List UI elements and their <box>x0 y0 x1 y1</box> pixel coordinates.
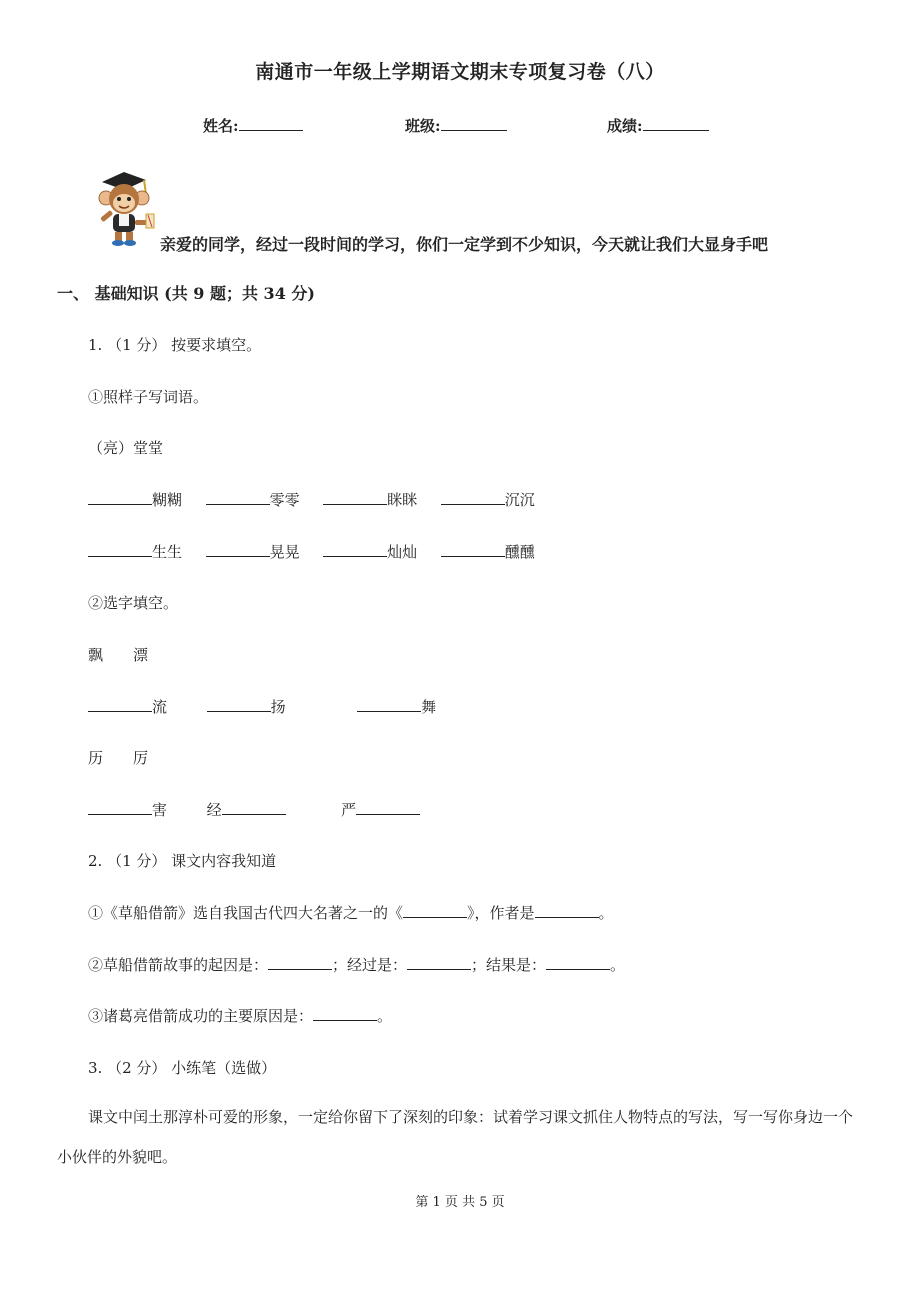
q2-text: 。 <box>377 1007 393 1025</box>
answer-blank[interactable] <box>268 954 332 970</box>
q3-body-paragraph: 课文中闰土那淳朴可爱的形象，一定给你留下了深刻的印象：试着学习课文抓住人物特点的写法，写一写你身边一个小伙伴的外貌吧。 <box>57 1108 854 1166</box>
question-2-heading: 2. （1 分） 课文内容我知道 <box>88 852 277 870</box>
answer-blank[interactable] <box>535 902 599 918</box>
score-blank[interactable] <box>643 115 709 131</box>
word-suffix: 舞 <box>421 698 437 716</box>
answer-blank[interactable] <box>356 799 420 815</box>
monkey-scholar-icon <box>88 168 158 248</box>
class-blank[interactable] <box>441 115 507 131</box>
word-suffix: 零零 <box>269 491 300 509</box>
q2-line-2 <box>88 954 625 975</box>
answer-blank[interactable] <box>88 489 152 505</box>
q2-text: 。 <box>610 956 626 974</box>
word-suffix: 生生 <box>152 543 183 561</box>
greeting-text: 亲爱的同学，经过一段时间的学习，你们一定学到不少知识，今天就让我们大显身手吧 <box>160 235 769 254</box>
q2-text: ；结果是： <box>471 956 547 974</box>
q1-word-row-1 <box>88 489 535 510</box>
q1-part1-instruction: ①照样子写词语。 <box>88 388 209 406</box>
q2-text: 》，作者是 <box>467 904 535 922</box>
q2-line-1 <box>88 902 614 923</box>
q1-char-pair-1 <box>88 644 148 665</box>
answer-blank[interactable] <box>222 799 286 815</box>
q2-text: 。 <box>598 904 614 922</box>
char-option: 厉 <box>133 749 149 767</box>
answer-blank[interactable] <box>88 799 152 815</box>
page-footer: 第 1 页 共 5 页 <box>415 1195 505 1210</box>
class-field <box>405 115 507 136</box>
q2-text: ；经过是： <box>332 956 408 974</box>
char-option: 飘 <box>88 646 104 664</box>
answer-blank[interactable] <box>206 541 270 557</box>
name-field <box>203 115 303 136</box>
answer-blank[interactable] <box>357 696 421 712</box>
q1-word-row-2 <box>88 541 535 562</box>
word-suffix: 流 <box>152 698 168 716</box>
word-suffix: 扬 <box>270 698 286 716</box>
section-heading: 一、 基础知识 (共 9 题；共 34 分) <box>57 284 315 303</box>
answer-blank[interactable] <box>323 541 387 557</box>
char-option: 历 <box>88 749 104 767</box>
q1-example: （亮）堂堂 <box>88 439 164 457</box>
answer-blank[interactable] <box>206 489 270 505</box>
word-prefix: 严 <box>341 801 357 819</box>
answer-blank[interactable] <box>546 954 610 970</box>
answer-blank[interactable] <box>441 541 505 557</box>
word-prefix: 害 <box>152 801 168 819</box>
answer-blank[interactable] <box>313 1005 377 1021</box>
word-suffix: 沉沉 <box>504 491 535 509</box>
char-option: 漂 <box>133 646 149 664</box>
answer-blank[interactable] <box>403 902 467 918</box>
q1-char-pair-2 <box>88 747 148 768</box>
q2-text: ③诸葛亮借箭成功的主要原因是： <box>88 1007 314 1025</box>
word-suffix: 晃晃 <box>269 543 300 561</box>
score-label: 成绩: <box>607 117 643 135</box>
answer-blank[interactable] <box>441 489 505 505</box>
answer-blank[interactable] <box>407 954 471 970</box>
word-suffix: 糊糊 <box>152 491 183 509</box>
page-title: 南通市一年级上学期语文期末专项复习卷（八） <box>255 61 665 83</box>
q2-text: ②草船借箭故事的起因是： <box>88 956 269 974</box>
answer-blank[interactable] <box>88 541 152 557</box>
q1-part2-instruction: ②选字填空。 <box>88 594 179 612</box>
name-label: 姓名: <box>203 117 239 135</box>
word-suffix: 眯眯 <box>387 491 418 509</box>
word-suffix: 灿灿 <box>387 543 418 561</box>
name-blank[interactable] <box>239 115 303 131</box>
word-suffix: 醺醺 <box>504 543 535 561</box>
word-prefix: 经 <box>206 801 222 819</box>
q1-fill-row-4 <box>88 799 420 820</box>
score-field <box>607 115 709 136</box>
answer-blank[interactable] <box>323 489 387 505</box>
answer-blank[interactable] <box>207 696 271 712</box>
q2-line-3 <box>88 1005 392 1026</box>
q1-fill-row-3 <box>88 696 436 717</box>
question-3-heading: 3. （2 分） 小练笔（选做） <box>88 1059 277 1077</box>
class-label: 班级: <box>405 117 441 135</box>
answer-blank[interactable] <box>88 696 152 712</box>
question-1-heading: 1. （1 分） 按要求填空。 <box>88 336 262 354</box>
q2-text: ①《草船借箭》选自我国古代四大名著之一的《 <box>88 904 404 922</box>
